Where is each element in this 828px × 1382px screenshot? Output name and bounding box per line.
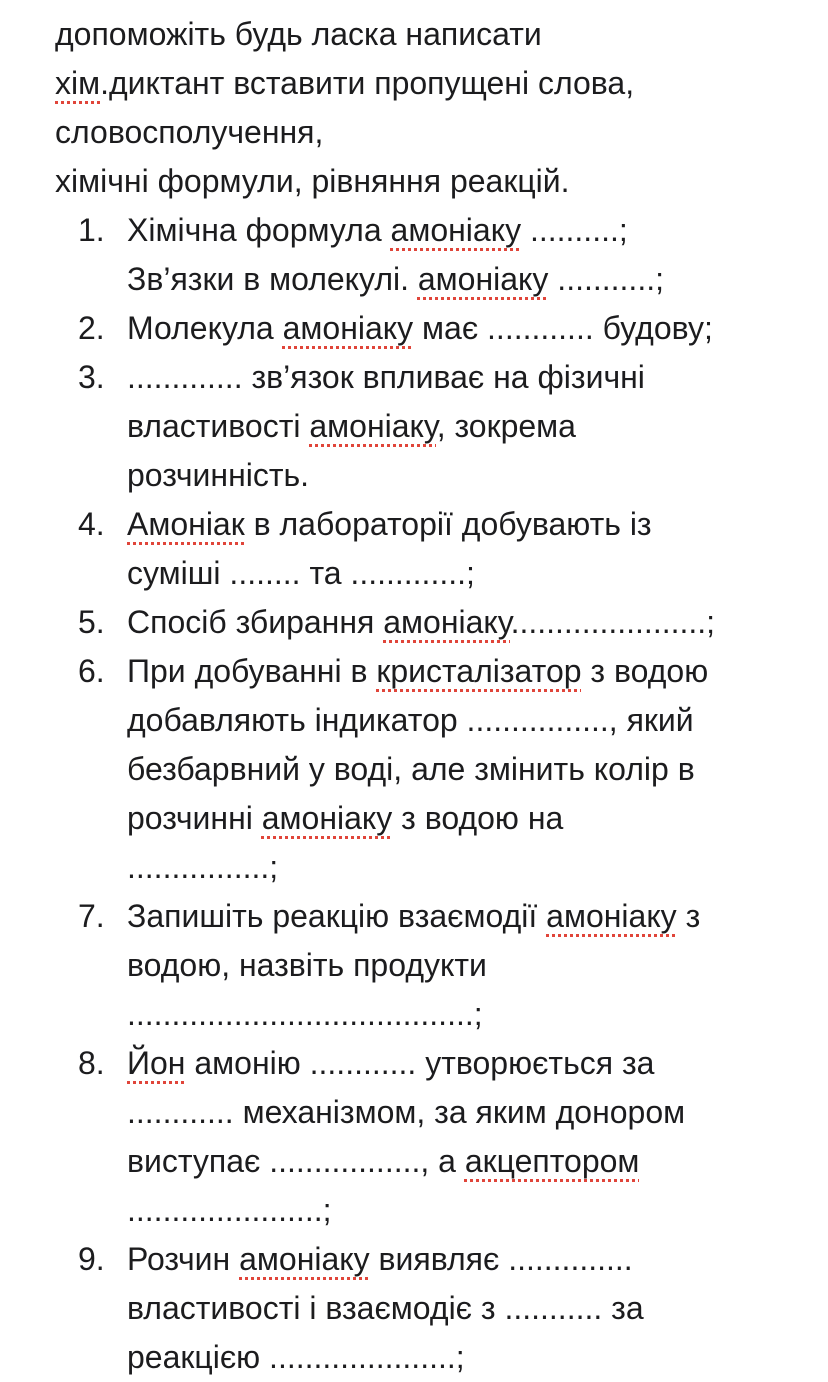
intro-line-4: хімічні формули, рівняння реакцій. (55, 163, 570, 199)
document-body (55, 10, 815, 1382)
list-number: 1. (78, 212, 105, 248)
intro-line-1: допоможіть будь ласка написати (55, 16, 542, 52)
list-number: 9. (78, 1241, 105, 1277)
intro-paragraph (55, 10, 815, 206)
list-item-8: 8. Йон амонію ............ утворюється за ............ механізмом, за яким донором виступає ................., а акцептором ......................; (55, 1039, 815, 1235)
misspelled-word[interactable]: амоніаку (417, 261, 549, 297)
list-number: 8. (78, 1045, 105, 1081)
list-item-5: 5. Спосіб збирання амоніаку......................; (55, 598, 815, 647)
misspelled-word[interactable]: амоніаку (309, 408, 437, 444)
misspelled-word[interactable]: амоніаку (546, 898, 677, 934)
list-item-2: 2. Молекула амоніаку має ............ будову; (55, 304, 815, 353)
misspelled-word[interactable]: амоніаку (239, 1241, 370, 1277)
intro-line-2: хім.диктант вставити пропущені слова, (55, 65, 635, 101)
misspelled-word[interactable]: амоніаку (282, 310, 414, 346)
list-number: 3. (78, 359, 105, 395)
list-item-9: 9. Розчин амоніаку виявляє .............. властивості і взаємодіє з ........... за реакцією .....................; (55, 1235, 815, 1382)
misspelled-word[interactable]: амоніаку (261, 800, 393, 836)
list-number: 2. (78, 310, 105, 346)
misspelled-word[interactable]: акцептором (464, 1143, 640, 1179)
list-item-4: 4. Амоніак в лабораторії добувають із суміші ........ та .............; (55, 500, 815, 598)
list-item-7: 7. Запишіть реакцію взаємодії амоніаку з водою, назвіть продукти .......................................; (55, 892, 815, 1039)
list-item-3: 3. ............. зв’язок впливає на фізичні властивості амоніаку, зокрема розчинність. (55, 353, 815, 500)
misspelled-word[interactable]: хім (55, 65, 101, 101)
list-number: 7. (78, 898, 105, 934)
list-item-1: 1. Хімічна формула амоніаку ..........; Зв’язки в молекулі. амоніаку ...........; (55, 206, 815, 304)
misspelled-word[interactable]: амоніаку (390, 212, 522, 248)
list-number: 5. (78, 604, 105, 640)
list-number: 6. (78, 653, 105, 689)
numbered-list (55, 206, 815, 1382)
misspelled-word[interactable]: Амоніак (127, 506, 245, 542)
misspelled-word[interactable]: кристалізатор (376, 653, 582, 689)
list-number: 4. (78, 506, 105, 542)
misspelled-word[interactable]: Йон (127, 1045, 186, 1081)
intro-line-3: словосполучення, (55, 114, 324, 150)
misspelled-word[interactable]: амоніаку (383, 604, 511, 640)
list-item-6: 6. При добуванні в кристалізатор з водою добавляють індикатор ................, який безбарвний у воді, але змінить колір в розчинні амоніаку з водою на ................; (55, 647, 815, 892)
